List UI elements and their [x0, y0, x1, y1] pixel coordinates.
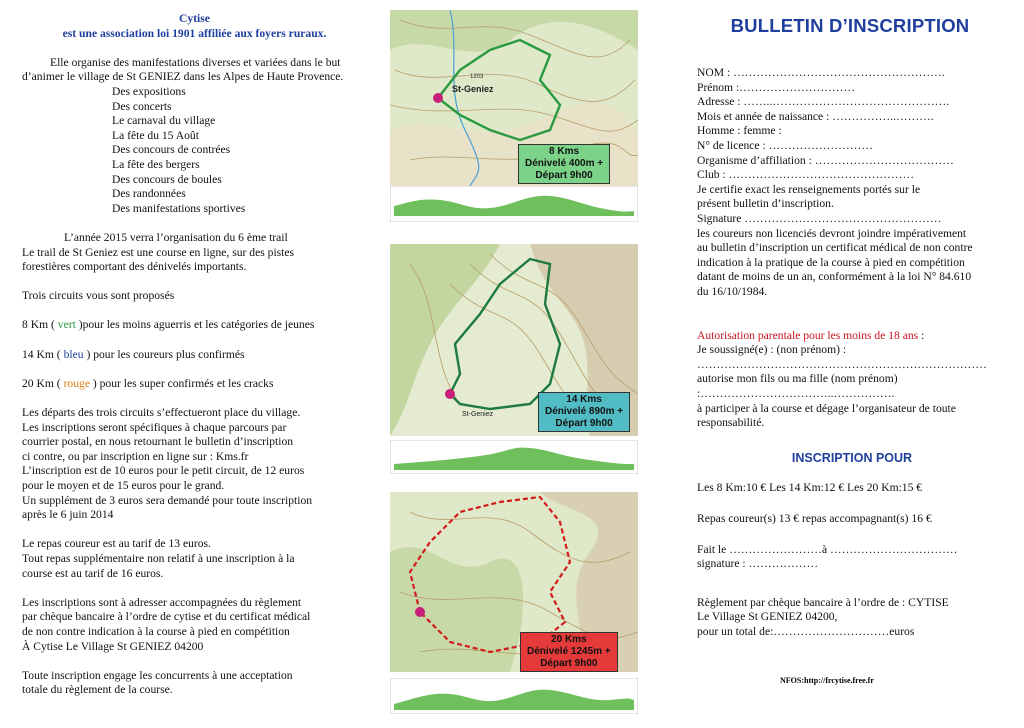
circuit-8km — [22, 318, 367, 333]
map-town-label: St-Geniez — [462, 411, 494, 418]
text-line: à participer à la course et dégage l’organisateur de toute — [697, 401, 956, 415]
form-field-naissance[interactable]: Mois et année de naissance : ……………..………. — [697, 109, 934, 123]
text-line: totale du règlement de la course. — [22, 683, 173, 697]
form-field-nom[interactable]: NOM : ………………………………………………. — [697, 66, 945, 79]
list-item: Des manifestations sportives — [112, 201, 246, 215]
registration-form — [697, 66, 1007, 640]
circuit-20km-desc: ) pour les super confirmés et les cracks — [92, 376, 274, 390]
association-panel — [22, 12, 367, 698]
text-line: Les départs des trois circuits s’effectueront place du village. — [22, 406, 301, 420]
form-field-prenom[interactable]: Prénom :………………………… — [697, 80, 856, 94]
form-field-signature-final[interactable]: signature : ……………… — [697, 557, 819, 571]
list-item: Le carnaval du village — [112, 114, 216, 128]
list-item: La fête du 15 Août — [112, 128, 199, 142]
text-line: responsabilité. — [697, 416, 765, 430]
text-line: course est au tarif de 16 euros. — [22, 566, 164, 580]
circuit-8km-prefix: 8 Km ( — [22, 318, 55, 332]
circuit-8km-desc: )pour les moins aguerris et les catégories de jeunes — [78, 318, 315, 332]
route-distance: 20 Kms — [551, 634, 587, 645]
bulletin-title: BULLETIN D’INSCRIPTION — [730, 15, 970, 36]
start-marker — [433, 93, 443, 103]
map-town-label: St-Geniez — [452, 84, 494, 94]
circuit-14km-prefix: 14 Km ( — [22, 347, 61, 361]
text-line: de non contre indication à la course à pied en compétition — [22, 624, 290, 638]
text-line: Règlement par chèque bancaire à l’ordre de : CYTISE — [697, 595, 949, 609]
autorisation-colon: : — [918, 328, 925, 342]
text-line: Tout repas supplémentaire non relatif à une inscription à la — [22, 551, 295, 565]
website-link[interactable]: NFOS:http://frcytise.free.fr — [780, 676, 874, 685]
start-marker — [445, 389, 455, 399]
events-list — [22, 85, 367, 216]
list-item: Des randonnées — [112, 187, 186, 201]
text-line: ci contre, ou par inscription en ligne sur : Kms.fr — [22, 449, 249, 463]
text-line: Je certifie exact les renseignements portés sur le — [697, 182, 921, 196]
text-line: L’inscription est de 10 euros pour le petit circuit, de 12 euros — [22, 464, 305, 478]
text-line: du 16/10/1984. — [697, 284, 768, 298]
map-8km — [390, 10, 638, 186]
autorisation-heading — [697, 329, 1007, 344]
association-name: Cytise — [179, 12, 210, 25]
text-line: Le Village St GENIEZ 04200, — [697, 610, 838, 624]
color-rouge: rouge — [63, 376, 90, 390]
departs-block — [22, 406, 367, 523]
color-bleu: bleu — [63, 347, 84, 361]
route-badge — [520, 632, 618, 672]
text-line: présent bulletin d’inscription. — [697, 197, 834, 211]
list-item: La fête des bergers — [112, 157, 200, 171]
text-line: Le repas coureur est au tarif de 13 euros. — [22, 537, 211, 551]
autorisation-title: Autorisation parentale pour les moins de 18 ans — [697, 328, 919, 342]
circuit-14km-desc: ) pour les coureurs plus confirmés — [86, 347, 245, 361]
list-item: Des concerts — [112, 99, 172, 113]
form-field-enfant[interactable]: autorise mon fils ou ma fille (nom prénom) — [697, 372, 898, 386]
circuit-20km-prefix: 20 Km ( — [22, 376, 61, 390]
text-line: indication à la pratique de la course à pied en compétition — [697, 255, 965, 269]
route-distance: 8 Kms — [549, 146, 580, 157]
route-badge — [518, 144, 610, 184]
form-field-soussigne-line[interactable]: ………………………………………………………………… — [697, 357, 987, 371]
form-field-adresse[interactable]: Adresse : ……..………………………………………. — [697, 95, 950, 109]
identity-fields — [697, 66, 1007, 300]
text-line: pour le moyen et de 15 euros pour le grand. — [22, 479, 225, 492]
circuits-intro: Trois circuits vous sont proposés — [22, 289, 175, 303]
text-line: au bulletin d’inscription un certificat médical de non contre — [697, 241, 973, 255]
trail-intro: Le trail de St Geniez est une course en ligne, sur des pistes forestières comportant des dénivelés importants. — [22, 245, 295, 274]
text-line: Toute inscription engage les concurrents à une acceptation — [22, 668, 293, 682]
text-line: Les inscriptions sont à adresser accompagnées du règlement — [22, 595, 302, 609]
map-14km — [390, 244, 638, 436]
list-item: Des concours de contrées — [112, 143, 231, 157]
final-block — [22, 669, 367, 698]
adresse-block — [22, 596, 367, 654]
form-field-soussigne[interactable]: Je soussigné(e) : (non prénom) : — [697, 343, 847, 357]
tarifs-line: Les 8 Km:10 € Les 14 Km:12 € Les 20 Km:15 € — [697, 481, 923, 495]
trail-intro-line1: L’année 2015 verra l’organisation du 6 ème trail — [64, 230, 288, 244]
list-item: Des concours de boules — [112, 172, 222, 186]
form-field-sexe[interactable]: Homme : femme : — [697, 124, 782, 138]
list-item: Des expositions — [112, 84, 186, 98]
repas-line: Repas coureur(s) 13 € repas accompagnant(s) 16 € — [697, 512, 932, 526]
route-start-time: Départ 9h00 — [540, 658, 598, 669]
form-field-signature[interactable]: Signature …………………………………………… — [697, 211, 942, 225]
text-line: après le 6 juin 2014 — [22, 508, 114, 522]
elevation-profile-14km — [390, 440, 638, 474]
form-field-club[interactable]: Club : ………………………………………… — [697, 168, 915, 182]
association-subtitle: est une association loi 1901 affiliée aux foyers ruraux. — [62, 26, 327, 40]
inscription-title: INSCRIPTION POUR — [791, 450, 913, 465]
text-line: Un supplément de 3 euros sera demandé pour toute inscription — [22, 493, 313, 507]
route-elevation: Dénivelé 890m + — [545, 406, 624, 417]
text-line: Les inscriptions seront spécifiques à chaque parcours par — [22, 420, 287, 434]
elevation-profile-8km — [390, 186, 638, 222]
text-line: courrier postal, en nous retournant le bulletin d’inscription — [22, 435, 294, 449]
form-field-fait-le[interactable]: Fait le ……………………à …………………………… — [697, 542, 958, 556]
text-line: À Cytise Le Village St GENIEZ 04200 — [22, 639, 204, 653]
form-field-organisme[interactable]: Organisme d’affiliation : ……………………………… — [697, 153, 954, 167]
text-line: les coureurs non licenciés devront joindre impérativement — [697, 226, 967, 240]
map-20km — [390, 492, 638, 672]
map-altitude-label: 1203 — [470, 74, 484, 80]
route-elevation: Dénivelé 400m + — [525, 158, 604, 169]
form-field-licence[interactable]: N° de licence : ……………………… — [697, 138, 873, 152]
text-line: par chèque bancaire à l’ordre de cytise et du certificat médical — [22, 610, 311, 624]
elevation-profile-20km — [390, 678, 638, 714]
repas-block — [22, 537, 367, 581]
form-field-total[interactable]: pour un total de:…………………………euros — [697, 625, 915, 638]
route-start-time: Départ 9h00 — [535, 170, 593, 181]
route-elevation: Dénivelé 1245m + — [527, 646, 611, 657]
text-line: datant de moins de un an, conformément à la loi N° 84.610 — [697, 270, 972, 284]
route-distance: 14 Kms — [566, 394, 602, 405]
association-intro: Elle organise des manifestations diverses et variées dans le but d’animer le village de St GENIEZ dans les Alpes de Haute Provence. — [22, 55, 344, 84]
color-vert: vert — [57, 318, 76, 332]
circuit-14km — [22, 348, 367, 363]
start-marker — [415, 607, 425, 617]
route-badge — [538, 392, 630, 432]
route-start-time: Départ 9h00 — [555, 418, 613, 429]
form-field-enfant-line[interactable]: :……………………………..……………. — [697, 387, 895, 401]
circuit-20km — [22, 377, 367, 392]
